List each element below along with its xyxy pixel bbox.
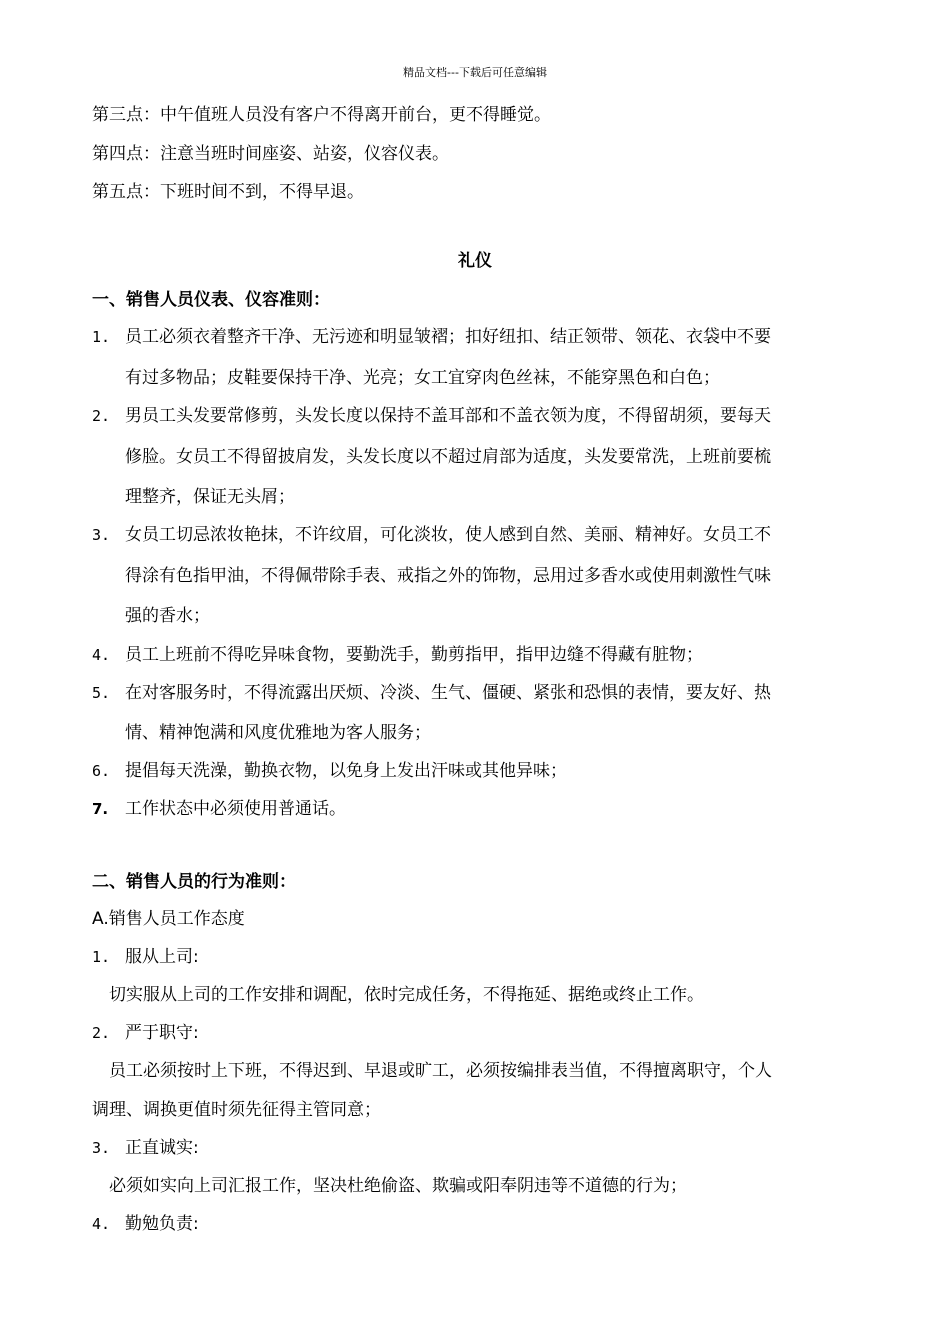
item2-line3: 理整齐，保证无头屑； xyxy=(125,487,295,507)
item7-number: 7. xyxy=(92,800,109,818)
s2-item1-number: 1. xyxy=(92,948,111,966)
s2-item2-number: 2. xyxy=(92,1024,111,1042)
item3-line3: 强的香水； xyxy=(125,606,210,626)
item5-number: 5. xyxy=(92,684,111,702)
section1-heading: 一、销售人员仪表、仪容准则： xyxy=(92,290,330,310)
item5-line2: 情、精神饱满和风度优雅地为客人服务； xyxy=(125,723,431,743)
s2-item3-label: 正直诚实: xyxy=(125,1138,199,1158)
item3-line1: 女员工切忌浓妆艳抹，不许纹眉，可化淡妆，使人感到自然、美丽、精神好。女员工不 xyxy=(125,525,771,545)
section2-heading: 二、销售人员的行为准则： xyxy=(92,872,296,892)
s2-item1-label: 服从上司: xyxy=(125,947,199,967)
page-header: 精品文档---下载后可任意编辑 xyxy=(403,66,547,79)
s2-item4-label: 勤勉负责: xyxy=(125,1214,199,1234)
intro-line-3: 第三点：中午值班人员没有客户不得离开前台，更不得睡觉。 xyxy=(92,105,551,125)
s2-item2-text2: 调理、调换更值时须先征得主管同意； xyxy=(92,1100,381,1120)
section-title: 礼仪 xyxy=(458,251,492,271)
s2-item4-number: 4. xyxy=(92,1215,111,1233)
item6-line1: 提倡每天洗澡，勤换衣物，以免身上发出汗味或其他异味； xyxy=(125,761,567,781)
intro-line-4: 第四点：注意当班时间座姿、站姿，仪容仪表。 xyxy=(92,144,449,164)
item3-number: 3. xyxy=(92,526,111,544)
item5-line1: 在对客服务时，不得流露出厌烦、冷淡、生气、僵硬、紧张和恐惧的表情，要友好、热 xyxy=(125,683,771,703)
item2-line1: 男员工头发要常修剪，头发长度以保持不盖耳部和不盖衣领为度，不得留胡须，要每天 xyxy=(125,406,771,426)
item1-line2: 有过多物品；皮鞋要保持干净、光亮；女工宜穿肉色丝袜，不能穿黑色和白色； xyxy=(125,368,720,388)
item7-line1: 工作状态中必须使用普通话。 xyxy=(125,799,346,819)
s2-item1-text: 切实服从上司的工作安排和调配，依时完成任务，不得拖延、据绝或终止工作。 xyxy=(109,985,704,1005)
item6-number: 6. xyxy=(92,762,111,780)
item2-line2: 修脸。女员工不得留披肩发，头发长度以不超过肩部为适度，头发要常洗，上班前要梳 xyxy=(125,447,771,467)
section2-subheading: A.销售人员工作态度 xyxy=(92,909,245,929)
intro-line-5: 第五点：下班时间不到，不得早退。 xyxy=(92,182,364,202)
s2-item2-label: 严于职守: xyxy=(125,1023,199,1043)
s2-item2-text1: 员工必须按时上下班，不得迟到、早退或旷工，必须按编排表当值，不得擅离职守，个人 xyxy=(109,1061,772,1081)
s2-item3-text: 必须如实向上司汇报工作，坚决杜绝偷盗、欺骗或阳奉阴违等不道德的行为； xyxy=(109,1176,687,1196)
item3-line2: 得涂有色指甲油，不得佩带除手表、戒指之外的饰物，忌用过多香水或使用刺激性气味 xyxy=(125,566,771,586)
item2-number: 2. xyxy=(92,407,111,425)
item1-number: 1. xyxy=(92,328,111,346)
item1-line1: 员工必须衣着整齐干净、无污迹和明显皱褶；扣好纽扣、结正领带、领花、衣袋中不要 xyxy=(125,327,771,347)
item4-line1: 员工上班前不得吃异味食物，要勤洗手，勤剪指甲，指甲边缝不得藏有脏物； xyxy=(125,645,703,665)
s2-item3-number: 3. xyxy=(92,1139,111,1157)
item4-number: 4. xyxy=(92,646,111,664)
